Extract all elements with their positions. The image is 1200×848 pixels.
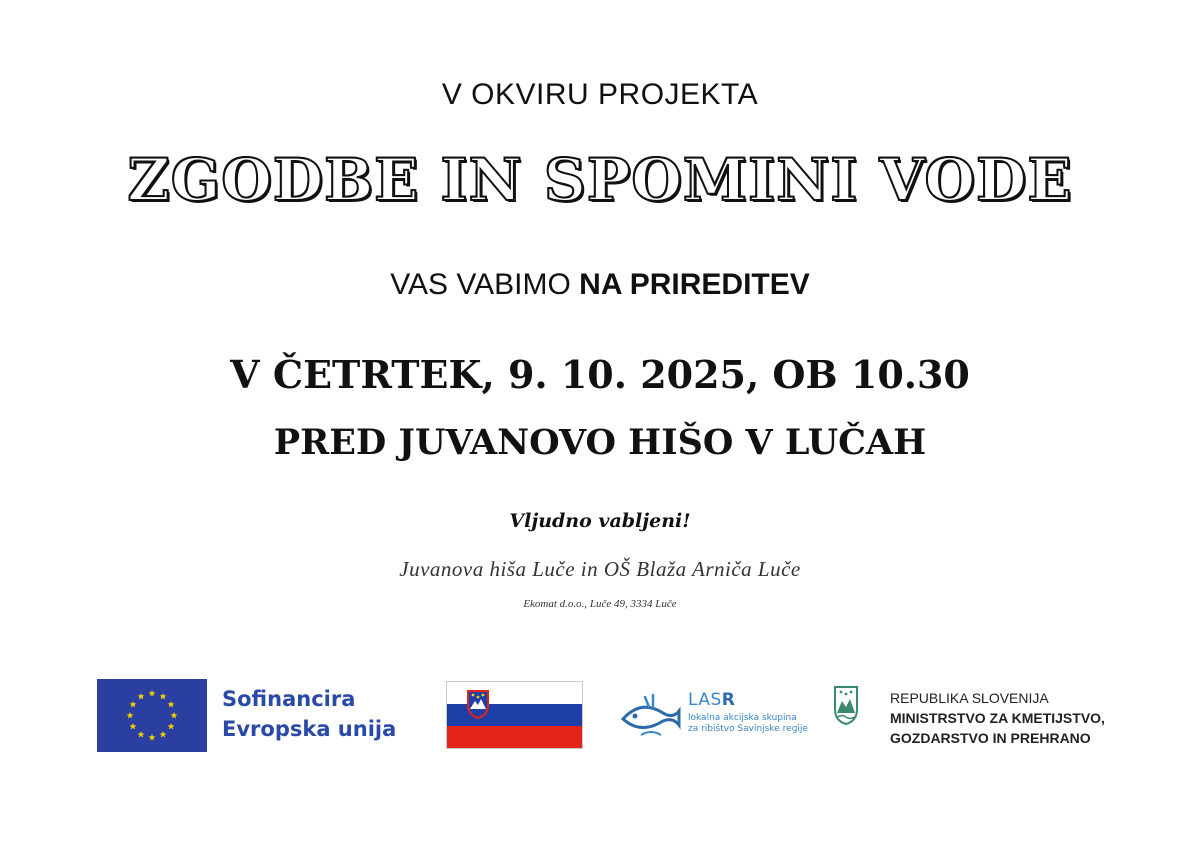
hosts: Juvanova hiša Luče in OŠ Blaža Arniča Luče <box>399 557 801 581</box>
invite-normal: VAS VABIMO <box>390 268 580 301</box>
eu-star-icon <box>138 731 145 738</box>
eu-star-icon <box>168 723 175 730</box>
lasr-name-bold: R <box>721 690 736 710</box>
invite-bold: NA PRIREDITEV <box>579 268 810 301</box>
eu-star-icon <box>130 701 137 708</box>
lasr-desc-line2: za ribištvo Savinjske regije <box>688 724 808 734</box>
invite-text <box>0 268 1200 302</box>
lasr-description <box>688 713 808 735</box>
company-address: Ekomat d.o.o., Luče 49, 3334 Luče <box>523 598 677 610</box>
greeting: Vljudno vabljeni! <box>509 510 691 532</box>
event-location: PRED JUVANOVO HIŠO V LUČAH <box>273 422 927 463</box>
flag-band-red <box>447 726 582 748</box>
lasr-fish-logo-icon <box>619 689 683 741</box>
lasr-name-light: LAS <box>688 690 722 710</box>
eu-cofinancing-text <box>222 684 396 744</box>
eu-star-icon <box>160 731 167 738</box>
flag-coat-of-arms-icon <box>466 689 490 719</box>
ministry-line3: GOZDARSTVO IN PREHRANO <box>890 730 1091 746</box>
eu-star-icon <box>171 712 178 719</box>
eu-star-icon <box>149 734 156 741</box>
eu-star-icon <box>138 693 145 700</box>
eu-star-icon <box>168 701 175 708</box>
ministry-text <box>890 688 1105 748</box>
lasr-name <box>688 690 735 710</box>
eu-star-icon <box>149 690 156 697</box>
slovenian-flag-icon <box>446 681 583 749</box>
event-date-time: V ČETRTEK, 9. 10. 2025, OB 10.30 <box>230 352 970 397</box>
intro-text: V OKVIRU PROJEKTA <box>441 78 759 111</box>
ministry-line2: MINISTRSTVO ZA KMETIJSTVO, <box>890 710 1105 726</box>
eu-star-icon <box>130 723 137 730</box>
eu-stars-icon <box>97 679 207 752</box>
lasr-desc-line1: lokalna akcijska skupina <box>688 713 797 723</box>
eu-line2: Evropska unija <box>222 717 397 741</box>
ministry-line1: REPUBLIKA SLOVENIJA <box>890 690 1049 706</box>
eu-line1: Sofinancira <box>222 687 356 711</box>
project-title: ZGODBE IN SPOMINI VODE <box>127 146 1073 214</box>
eu-star-icon <box>127 712 134 719</box>
eu-flag-icon <box>97 679 207 752</box>
eu-star-icon <box>160 693 167 700</box>
slovenian-coat-of-arms-icon <box>833 685 859 725</box>
